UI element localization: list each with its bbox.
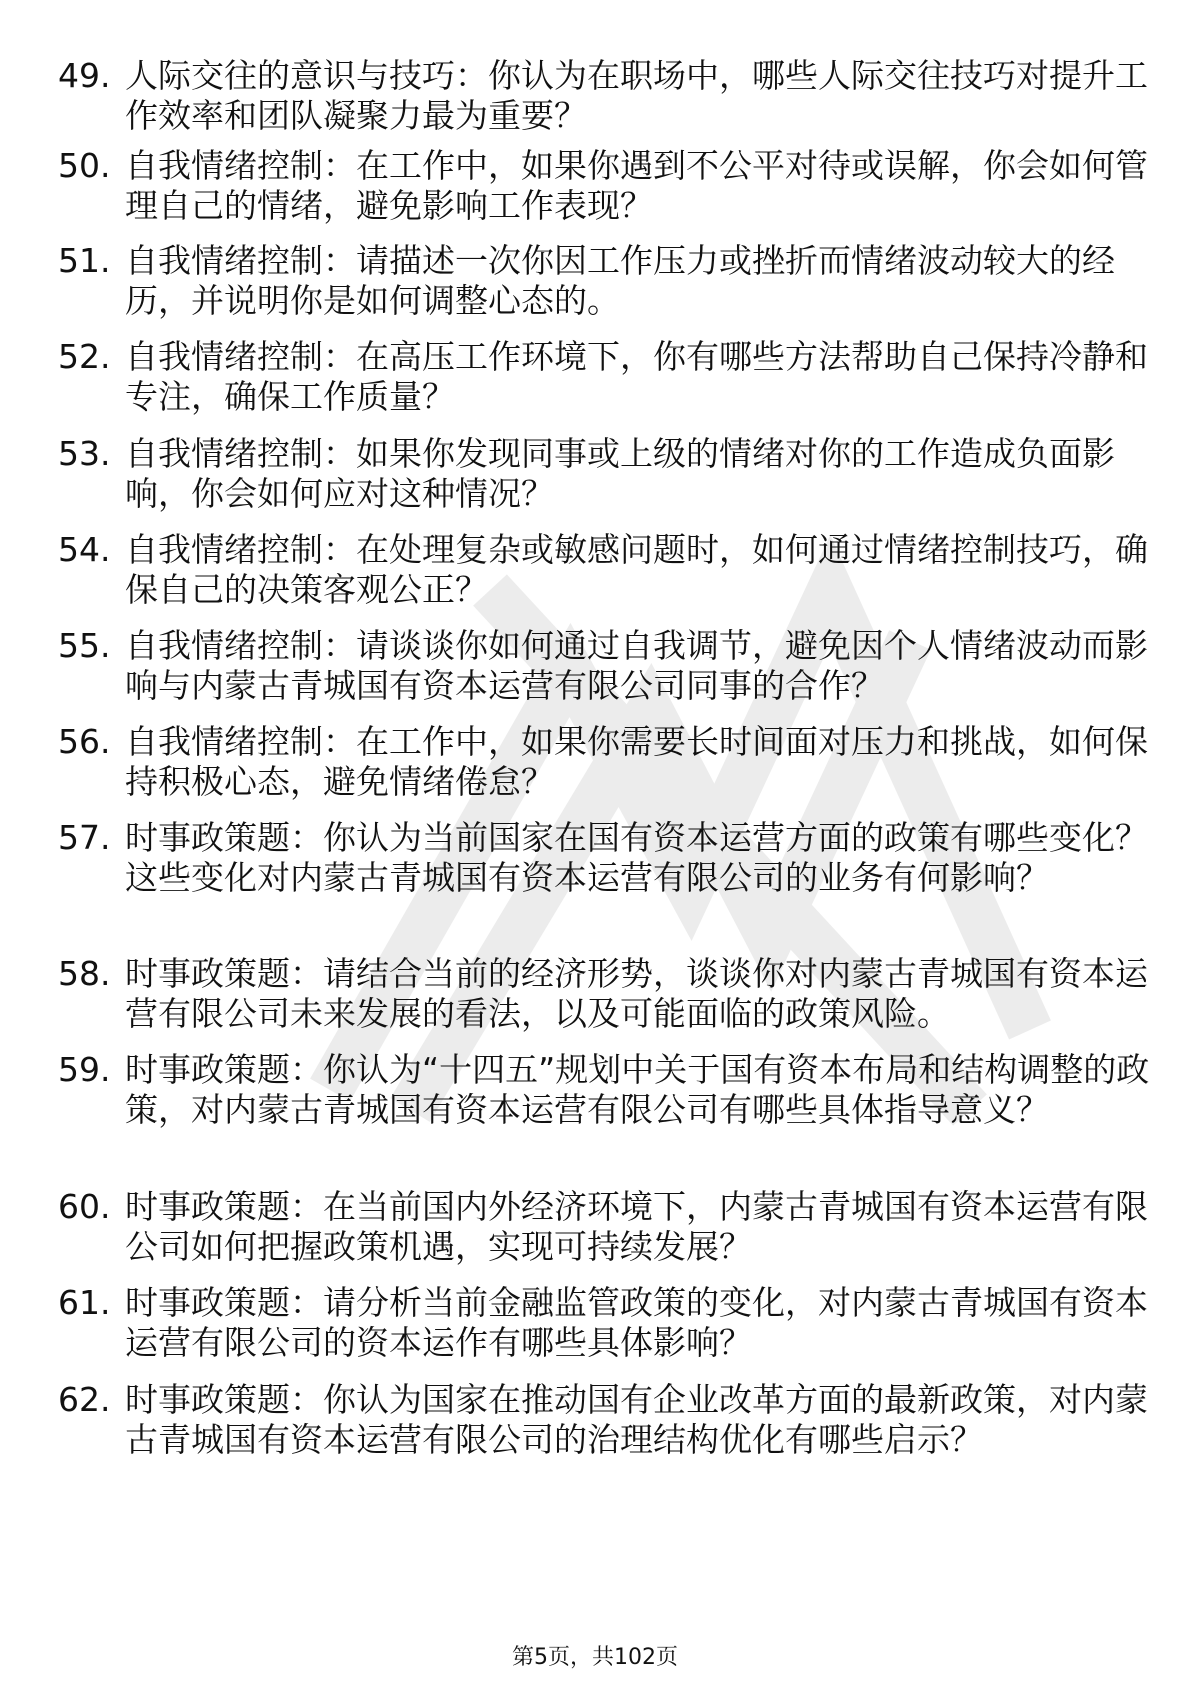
question-number: 56. bbox=[58, 722, 111, 761]
page-footer: 第5页，共102页 bbox=[512, 1645, 678, 1670]
question-text: 自我情绪控制：在高压工作环境下，你有哪些方法帮助自己保持冷静和专注，确保工作质量？ bbox=[125, 337, 1148, 416]
question-number: 60. bbox=[58, 1187, 111, 1226]
question-text: 时事政策题：你认为国家在推动国有企业改革方面的最新政策，对内蒙古青城国有资本运营有限公司的治理结构优化有哪些启示？ bbox=[125, 1380, 1148, 1459]
question-number: 59. bbox=[58, 1050, 111, 1089]
question-number: 50. bbox=[58, 146, 111, 185]
question-number: 55. bbox=[58, 626, 111, 665]
question-number: 51. bbox=[58, 241, 111, 280]
question-text: 时事政策题：你认为当前国家在国有资本运营方面的政策有哪些变化？这些变化对内蒙古青城国有资本运营有限公司的业务有何影响？ bbox=[125, 818, 1148, 897]
question-number: 54. bbox=[58, 530, 111, 569]
question-number: 49. bbox=[58, 56, 111, 95]
question-text: 自我情绪控制：在工作中，如果你遇到不公平对待或误解，你会如何管理自己的情绪，避免影响工作表现？ bbox=[125, 146, 1148, 225]
question-number: 61. bbox=[58, 1283, 111, 1322]
question-text: 时事政策题：请分析当前金融监管政策的变化，对内蒙古青城国有资本运营有限公司的资本运作有哪些具体影响？ bbox=[125, 1283, 1148, 1362]
question-number: 57. bbox=[58, 818, 111, 857]
question-text: 人际交往的意识与技巧：你认为在职场中，哪些人际交往技巧对提升工作效率和团队凝聚力最为重要？ bbox=[125, 56, 1148, 135]
question-number: 53. bbox=[58, 434, 111, 473]
question-text: 自我情绪控制：请谈谈你如何通过自我调节，避免因个人情绪波动而影响与内蒙古青城国有资本运营有限公司同事的合作？ bbox=[125, 626, 1148, 705]
question-text: 自我情绪控制：如果你发现同事或上级的情绪对你的工作造成负面影响，你会如何应对这种情况？ bbox=[125, 434, 1115, 513]
question-text: 自我情绪控制：在工作中，如果你需要长时间面对压力和挑战，如何保持积极心态，避免情绪倦怠？ bbox=[125, 722, 1148, 801]
question-text: 时事政策题：请结合当前的经济形势，谈谈你对内蒙古青城国有资本运营有限公司未来发展的看法，以及可能面临的政策风险。 bbox=[125, 954, 1148, 1033]
question-text: 时事政策题：在当前国内外经济环境下，内蒙古青城国有资本运营有限公司如何把握政策机遇，实现可持续发展？ bbox=[125, 1187, 1148, 1266]
question-text: 自我情绪控制：请描述一次你因工作压力或挫折而情绪波动较大的经历，并说明你是如何调整心态的。 bbox=[125, 241, 1115, 320]
question-number: 52. bbox=[58, 337, 111, 376]
question-number: 58. bbox=[58, 954, 111, 993]
question-number: 62. bbox=[58, 1380, 111, 1419]
question-text: 时事政策题：你认为“十四五”规划中关于国有资本布局和结构调整的政策，对内蒙古青城国有资本运营有限公司有哪些具体指导意义？ bbox=[125, 1050, 1150, 1129]
question-text: 自我情绪控制：在处理复杂或敏感问题时，如何通过情绪控制技巧，确保自己的决策客观公正？ bbox=[125, 530, 1148, 609]
